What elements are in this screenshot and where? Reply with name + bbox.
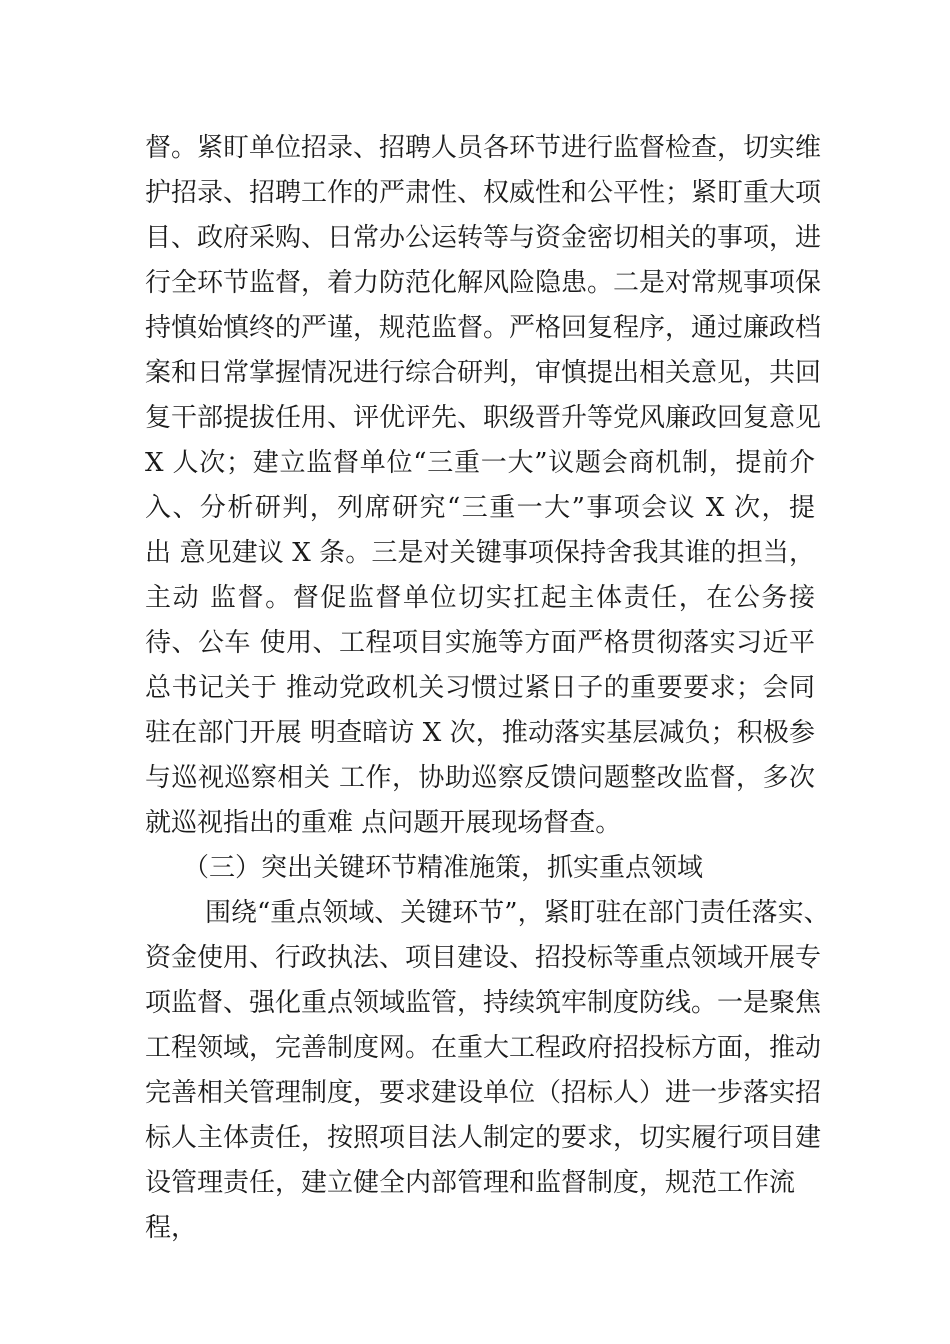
- text-line: 完善相关管理制度，要求建设单位（招标人）进一步落实招: [145, 1078, 822, 1108]
- text-line: 标人主体责任，按照项目法人制定的要求，切实履行项目建: [145, 1123, 822, 1153]
- text-line: 复干部提拔任用、评优评先、职级晋升等党风廉政回复意见: [145, 403, 822, 433]
- text-line: 项监督、强化重点领域监管，持续筑牢制度防线。一是聚焦: [145, 988, 822, 1018]
- text-line: 目、政府采购、日常办公运转等与资金密切相关的事项，进: [145, 223, 822, 253]
- text-line: 与巡视巡察相关 工作，协助巡察反馈问题整改监督，多次: [145, 763, 815, 793]
- text-line: 就巡视指出的重难 点问题开展现场督查。: [145, 808, 622, 838]
- text-line: 围绕“重点领域、关键环节”，紧盯驻在部门责任落实、: [205, 898, 830, 928]
- text-line: 护招录、招聘工作的严肃性、权威性和公平性；紧盯重大项: [145, 178, 822, 208]
- text-line: 待、公车 使用、工程项目实施等方面严格贯彻落实习近平: [145, 628, 815, 658]
- body-text: [145, 126, 830, 1251]
- text-line: 督。紧盯单位招录、招聘人员各环节进行监督检查，切实维: [145, 133, 822, 163]
- text-line: 行全环节监督，着力防范化解风险隐患。二是对常规事项保: [145, 268, 822, 298]
- text-line: 出 意见建议 X 条。三是对关键事项保持舍我其谁的担当，: [145, 538, 815, 568]
- text-line: 程，: [145, 1213, 198, 1243]
- section-heading: （三）突出关键环节精准施策，抓实重点领域: [183, 853, 704, 883]
- text-line: 资金使用、行政执法、项目建设、招投标等重点领域开展专: [145, 943, 822, 973]
- text-line: 持慎始慎终的严谨，规范监督。严格回复程序，通过廉政档: [145, 313, 822, 343]
- text-line: 入、分析研判，列席研究“三重一大”事项会议 X 次，提: [145, 493, 815, 523]
- text-line: 设管理责任，建立健全内部管理和监督制度，规范工作流: [145, 1168, 796, 1198]
- paragraph-2: [145, 891, 830, 1251]
- text-line: 工程领域，完善制度网。在重大工程政府招投标方面，推动: [145, 1033, 822, 1063]
- text-line: 主动 监督。督促监督单位切实扛起主体责任，在公务接: [145, 583, 815, 613]
- text-line: 案和日常掌握情况进行综合研判，审慎提出相关意见，共回: [145, 358, 822, 388]
- text-line: 总书记关于 推动党政机关习惯过紧日子的重要要求；会同: [145, 673, 815, 703]
- paragraph-1: [145, 126, 822, 846]
- text-line: 驻在部门开展 明查暗访 X 次，推动落实基层减负；积极参: [145, 718, 815, 748]
- text-line: X 人次；建立监督单位“三重一大”议题会商机制，提前介: [145, 448, 815, 478]
